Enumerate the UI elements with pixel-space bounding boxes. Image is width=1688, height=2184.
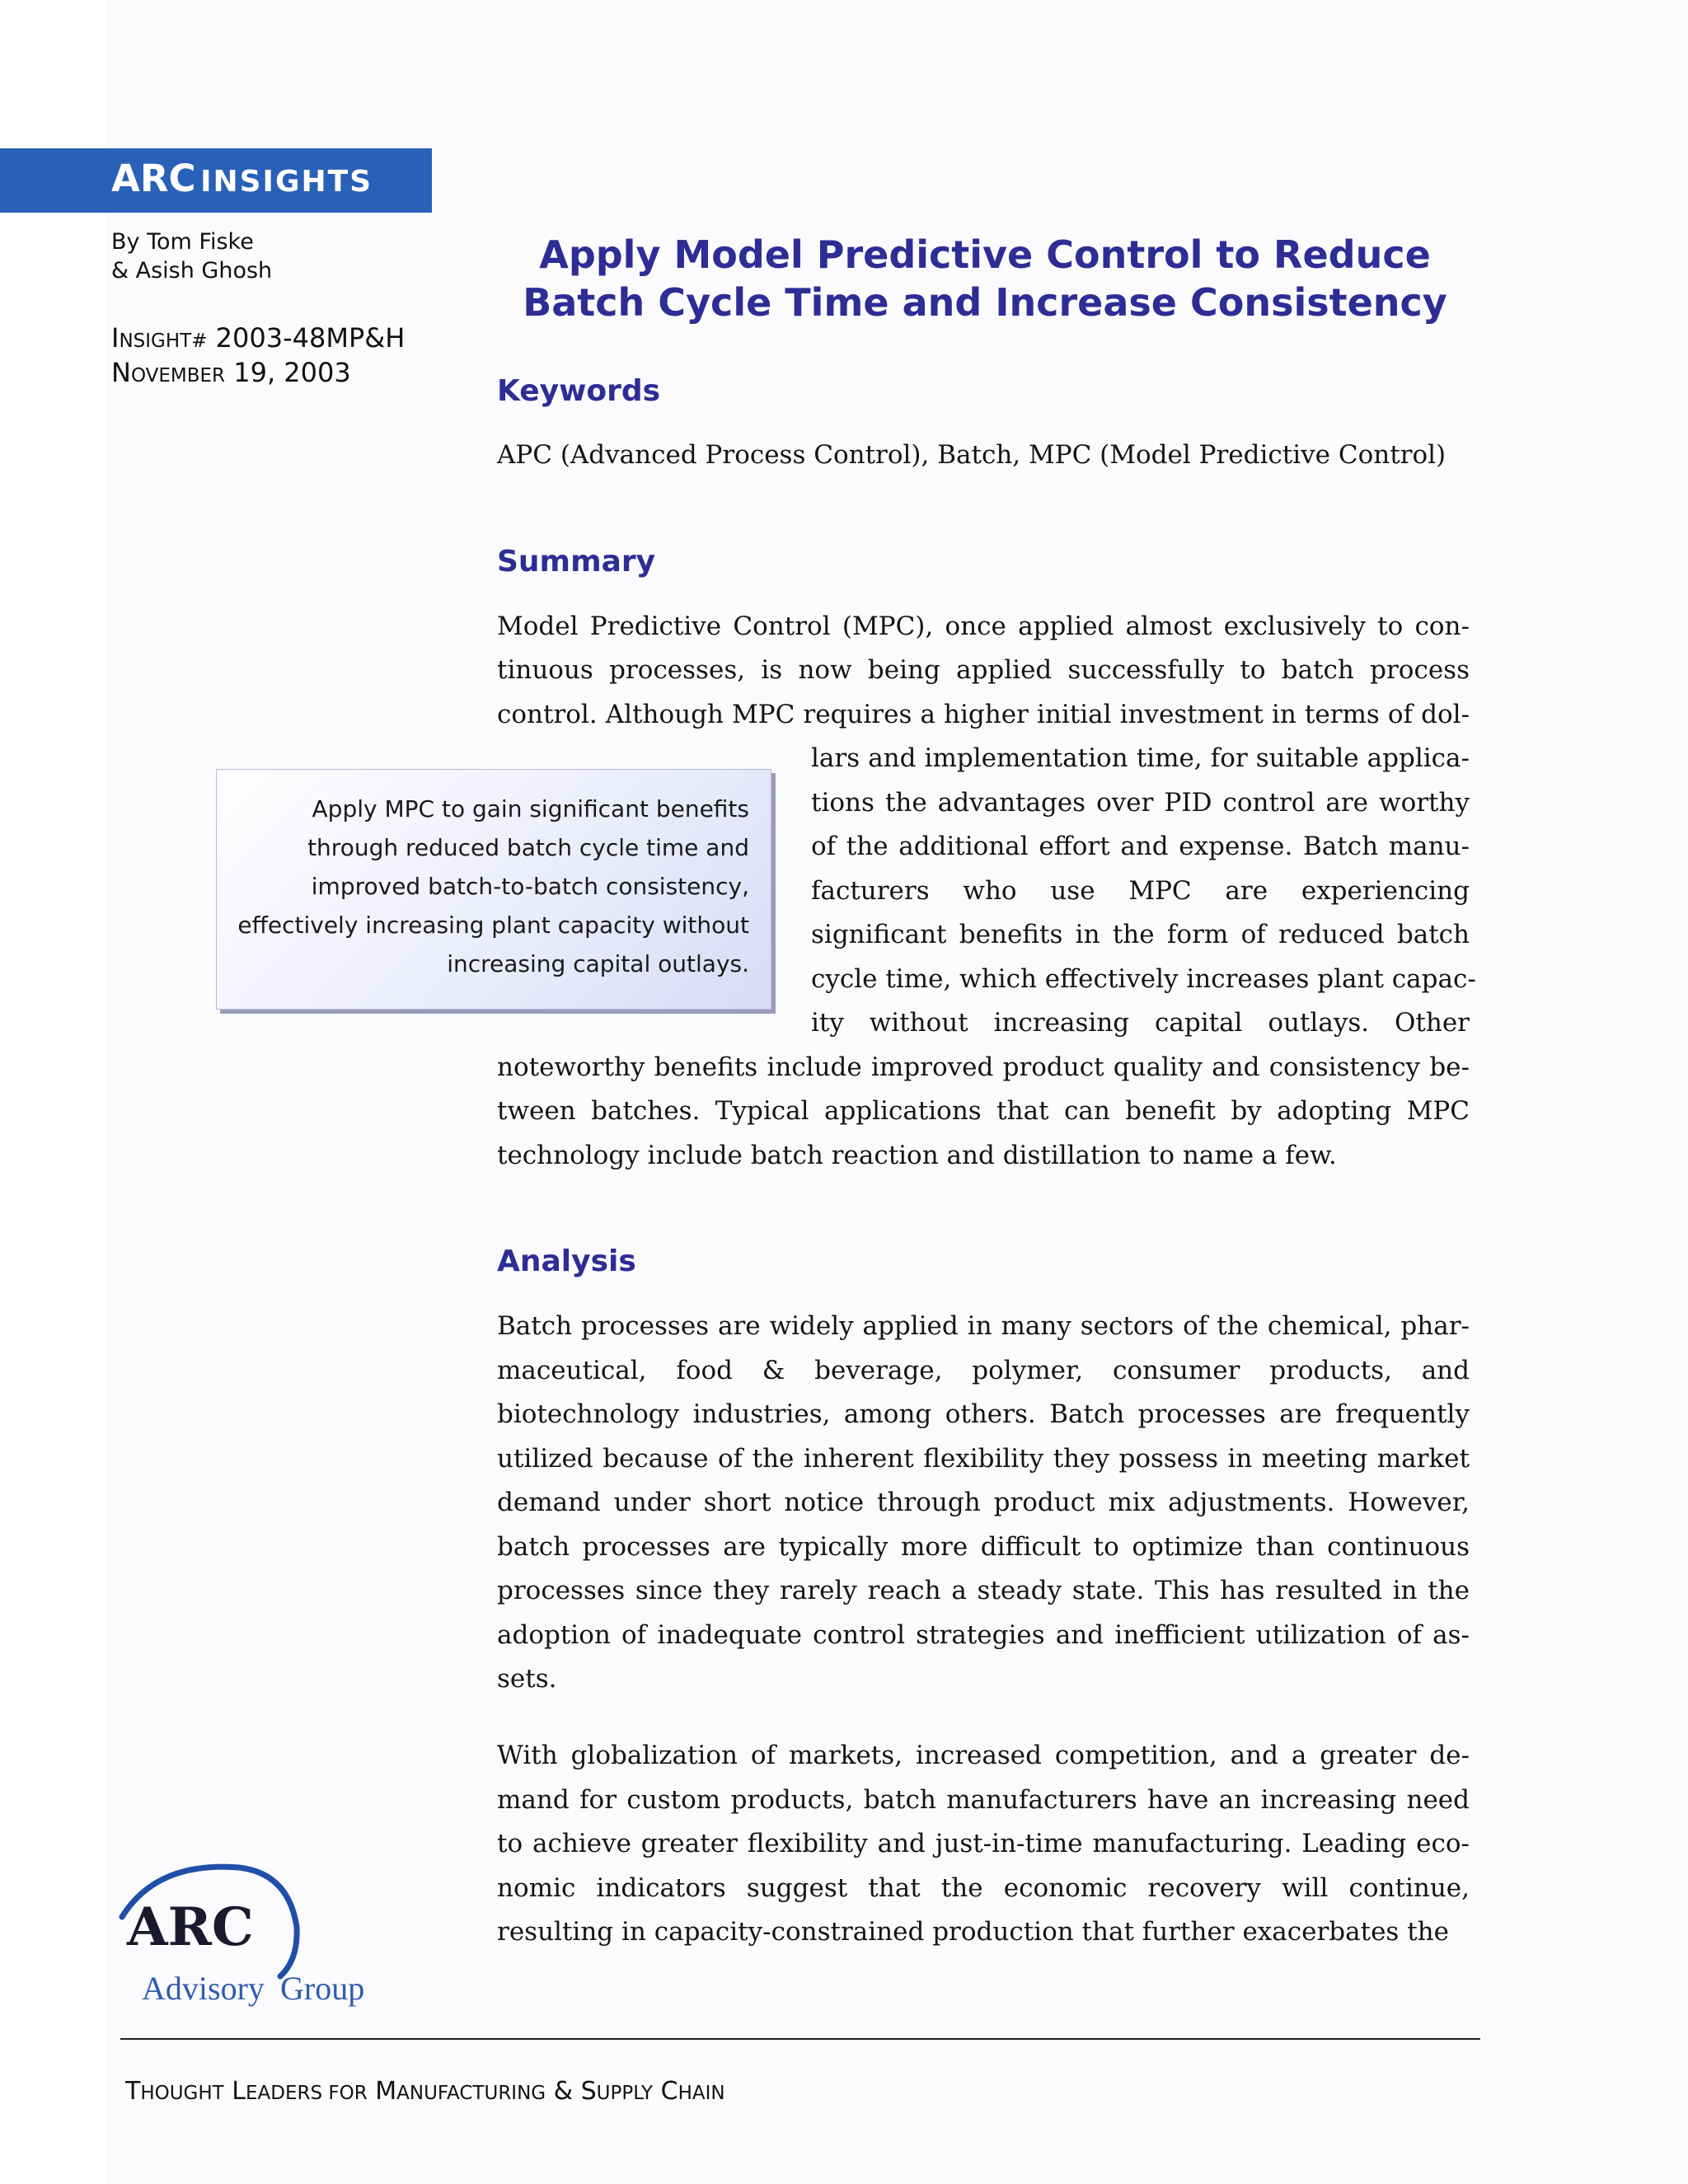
author-line-2: & Asish Ghosh xyxy=(111,258,273,284)
analysis-paragraph-2: With globalization of markets, increased competition, and a greater de-mand for custom products, batch manufacturers have an increasing need to achieve greater flexibility and just-in-time manufacturing. Leading eco-nomic indicators suggest that the economic recovery will continue, resulting in capacity-constrained production that further exacerbates the xyxy=(497,1741,1470,1947)
summary-line: facturers who use MPC are experiencing xyxy=(811,876,1470,906)
summary-line: ity without increasing capital outlays. Other xyxy=(811,1008,1470,1038)
insight-number-line: INSIGHT# 2003-48MP&H xyxy=(111,322,406,354)
insight-meta xyxy=(111,322,405,391)
arc-insights-label xyxy=(111,157,373,200)
summary-line: of the additional effort and expense. Batch manu- xyxy=(811,832,1470,861)
title-line-1: Apply Model Predictive Control to Reduce xyxy=(539,232,1431,277)
logo-advisory-text: Advisory xyxy=(142,1970,265,2007)
summary-line: noteworthy benefits include improved product quality and consistency be- xyxy=(497,1052,1470,1082)
keywords-text: APC (Advanced Process Control), Batch, MPC (Model Predictive Control) xyxy=(497,440,1447,470)
keywords-heading: Keywords xyxy=(497,374,661,408)
summary-heading: Summary xyxy=(497,545,656,579)
banner-arc: ARC xyxy=(111,157,196,200)
analysis-paragraph-1: Batch processes are widely applied in many sectors of the chemical, phar-maceutical, food & beverage, polymer, consumer products, and biotechnology industries, among others. Batch processes are frequently utilized because of the inherent flexibility they possess in meeting market demand under short notice through product mix adjustments. However, batch processes are typically more difficult to optimize than continuous processes since they rarely reach a steady state. This has resulted in the adoption of inadequate control strategies and inefficient utilization of as-sets. xyxy=(497,1311,1470,1694)
summary-line: tween batches. Typical applications that can benefit by adopting MPC xyxy=(497,1096,1470,1126)
summary-line: lars and implementation time, for suitable applica- xyxy=(811,743,1470,773)
authors xyxy=(111,227,272,285)
analysis-heading: Analysis xyxy=(497,1244,636,1278)
footer-rule xyxy=(120,2038,1480,2040)
summary-line: technology include batch reaction and distillation to name a few. xyxy=(497,1141,1337,1170)
logo-arc-text: ARC xyxy=(127,1896,254,1958)
logo-group-text: Group xyxy=(280,1970,365,2007)
summary-line: tinuous processes, is now being applied successfully to batch process xyxy=(497,655,1470,685)
arc-advisory-group-logo xyxy=(115,1853,387,2018)
title-line-2: Batch Cycle Time and Increase Consistency xyxy=(523,280,1447,325)
pull-quote-text: Apply MPC to gain significant benefits through reduced batch cycle time and improved batch-to-batch consistency, effectively increasing plant capacity without increasing capital outlays. xyxy=(237,795,749,977)
pull-quote-box xyxy=(216,769,771,1010)
summary-line: cycle time, which effectively increases plant capac- xyxy=(811,964,1476,994)
footer-tagline: THOUGHT LEADERS FOR MANUFACTURING & SUPPLY CHAIN xyxy=(125,2077,725,2106)
summary-line: Model Predictive Control (MPC), once applied almost exclusively to con- xyxy=(497,612,1470,641)
document-title xyxy=(495,231,1475,326)
author-line-1: By Tom Fiske xyxy=(111,229,254,255)
summary-line: control. Although MPC requires a higher initial investment in terms of dol- xyxy=(497,700,1470,729)
banner-insights: INSIGHTS xyxy=(200,165,373,199)
insight-date-line: NOVEMBER 19, 2003 xyxy=(111,357,351,388)
summary-line: tions the advantages over PID control are worthy xyxy=(811,788,1470,818)
summary-line: significant benefits in the form of reduced batch xyxy=(811,920,1470,949)
